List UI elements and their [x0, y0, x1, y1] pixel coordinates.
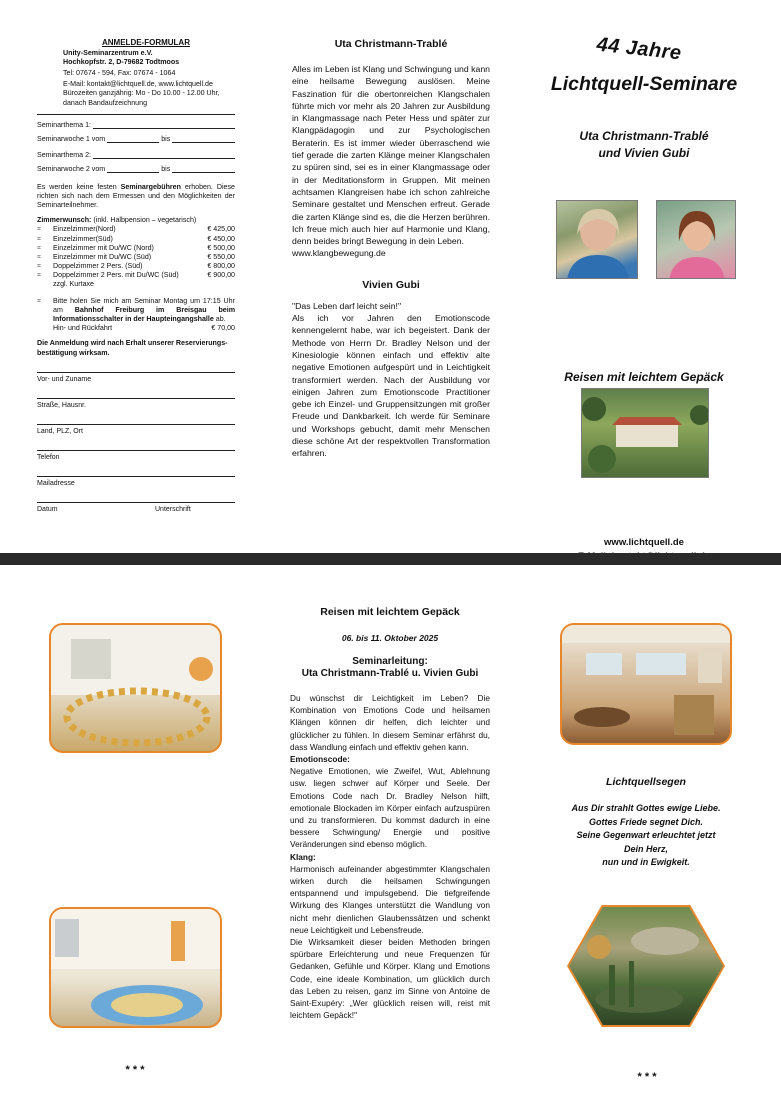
cover-website[interactable]: www.lichtquell.de [604, 537, 684, 548]
city-label: Land, PLZ, Ort [37, 427, 83, 435]
brochure-inside [0, 565, 781, 1117]
room-price: € 550,00 [207, 252, 235, 261]
room-head-rest: (inkl. Halbpension – vegetarisch) [91, 216, 197, 225]
room-option[interactable] [37, 244, 235, 253]
center-aerial-photo [581, 388, 709, 478]
room-photo-icon [51, 909, 222, 1028]
seminar-intro: Du wünschst dir Leichtigkeit im Leben? Die Kombination von Emotions Code und heilsamen Klängen können dir helfen, dich leichter und glücklicher zu fühlen. In diesem Seminar erfährst du, dass Wandlung einfach und effektiv gehen kann. [290, 693, 490, 752]
portrait-photo-icon [557, 201, 638, 279]
blessing-line: Aus Dir strahlt Gottes ewige Liebe. [571, 803, 721, 813]
street-input[interactable] [37, 398, 235, 399]
blessing-line: nun und in Ewigkeit. [602, 857, 690, 867]
seminar-selection [37, 121, 235, 174]
room-price: € 900,00 [207, 270, 235, 279]
personal-fields [37, 372, 235, 515]
seminar-dates: 06. bis 11. Oktober 2025 [341, 633, 439, 643]
brochure-outside [0, 0, 781, 553]
seminar-leaders: Uta Christmann-Trablé u. Vivien Gubi [301, 668, 479, 679]
cover-people-2: und Vivien Gubi [598, 146, 690, 160]
date-sign-input[interactable] [37, 502, 235, 503]
room-checkbox[interactable]: ⌗ [37, 243, 41, 252]
week1-label: Seminarwoche 1 vom [37, 134, 106, 143]
room-photo-icon [562, 625, 732, 745]
room-option[interactable] [37, 262, 235, 271]
room-checkbox[interactable]: ⌗ [37, 252, 41, 261]
portrait-photo-icon [657, 201, 736, 279]
room-name: Doppelzimmer 2 Pers. mit Du/WC (Süd) [53, 270, 179, 279]
pickup-roundtrip: Hin- und Rückfahrt [53, 324, 113, 333]
cover-seminar: Reisen mit leichtem Gepäck [564, 370, 724, 384]
room-price: € 500,00 [207, 243, 235, 252]
theme1-label: Seminarthema 1: [37, 120, 92, 129]
room-price: € 425,00 [207, 225, 235, 234]
theme1-input[interactable] [93, 128, 235, 129]
week2-label: Seminarwoche 2 vom [37, 164, 106, 173]
room-option[interactable] [37, 253, 235, 262]
seminar-room-photo-1 [49, 623, 222, 753]
form-title: ANMELDE-FORMULAR [102, 38, 190, 47]
stars-right: * * * [637, 1071, 657, 1083]
seminar-outro: Die Wirksamkeit dieser beiden Methoden bringen spürbare Erleichterung und neue Frequenzen für Gedanken, Gefühle und Körper. Klang und Emotions Code, eine ideale Kombination, um glücklich durch das Leben zu reisen, ganz im Sinne von Antoine de Saint-Exupéry: „Wer glücklich reisen will, reist mit leichtem Gepäck!" [290, 937, 490, 1021]
theme2-label: Seminarthema 2: [37, 150, 92, 159]
form-tel: Tel: 07674 - 594, Fax: 07674 - 1064 [63, 69, 176, 78]
room-choice [37, 216, 235, 289]
room-head: Zimmerwunsch: [37, 216, 92, 225]
dining-room-photo [560, 623, 732, 745]
room-list [37, 225, 235, 280]
room-price: € 450,00 [207, 234, 235, 243]
blessing-line: Seine Gegenwart erleuchtet jetzt [576, 830, 716, 840]
name-label: Vor- und Zuname [37, 375, 92, 383]
kurtaxe: zzgl. Kurtaxe [53, 279, 95, 288]
mail-input[interactable] [37, 476, 235, 477]
pickup-bold: Bahnhof Freiburg im Breisgau beim Informationsschalter in der Haupteingangshalle [53, 306, 236, 324]
room-checkbox[interactable]: ⌗ [37, 234, 41, 243]
vivien-bio: Als ich vor Jahren den Emotionscode kennengelernt habe, war ich begeistert. Dank der Methode von Herrn Dr. Bradley Nelson und der Kinesiologie können einfach und effektiv alte negative Emotionen aufgespürt und in Leichtigkeit transformiert werden. Nach der Ausbildung vor einigen Jahren zum Emotionscode Practitioner gebe ich Einzel- und Gruppensitzungen mit großer Freude und Dankbarkeit. Ich werde für Seminare und Workshops gebucht, damit mehr Menschen diese schöne Art der respektvollen Transformation erfahren. [292, 313, 490, 459]
mail-label: Mailadresse [37, 480, 75, 487]
room-name: Einzelzimmer(Nord) [53, 225, 116, 234]
cover-people-1: Uta Christmann-Trablé [579, 129, 709, 143]
speaker-bios [292, 38, 490, 460]
seminar-room-photo-2 [49, 907, 222, 1028]
week2-to-input[interactable] [172, 172, 235, 173]
cover-title: Lichtquell-Seminare [550, 73, 738, 95]
klang-text: Harmonisch aufeinander abgestimmter Klangschalen wirken durch die heilsamen Schwingungen entspannend und impulsgebend. Die tiefgreifende Wirkung des Klanges unterstützt die Wandlung von nicht mehr dienlichen Glaubenssätzen und schenkt neue Leichtigkeit und Lebensfreude. [290, 863, 490, 935]
emotionscode-text: Negative Emotionen, wie Zweifel, Wut, Ablehnung usw. liegen schwer auf Körper und Seele. Der Emotions Code nach Dr. Bradley Nelson hilft, emotionale Blockaden im Körper einfach aufzuspüren und zu transformieren. Du kommst dadurch in eine bessere Schwingung/ Energie und positive Veränderungen sind ebenso möglich. [290, 766, 490, 850]
blessing [548, 776, 744, 870]
theme2-input[interactable] [93, 158, 235, 159]
phone-input[interactable] [37, 450, 235, 451]
registration-form [37, 38, 235, 514]
uta-portrait [556, 200, 638, 279]
sign-label: Unterschrift [155, 506, 191, 514]
pickup-option [37, 297, 235, 333]
form-email: E-Mail: kontakt@lichtquell.de, www.lichtquell.de [63, 80, 213, 89]
stars-left: * * * [125, 1064, 145, 1076]
building-photo-icon [582, 389, 709, 478]
garden-photo-icon [569, 907, 723, 1025]
form-address: Hochkopfstr. 2, D-79682 Todtmoos [63, 58, 180, 67]
room-checkbox[interactable]: ⌗ [37, 261, 41, 270]
blessing-line: Dein Herz, [623, 843, 668, 854]
fee-note [37, 183, 235, 210]
form-hours: Bürozeiten ganzjährig: Mo - Do 10.00 - 12.00 Uhr, [63, 89, 220, 98]
seminar-description [290, 606, 490, 1021]
blessing-line: Gottes Friede segnet Dich. [588, 816, 704, 827]
blessing-title: Lichtquellsegen [606, 776, 686, 788]
name-input[interactable] [37, 372, 235, 373]
seminar-lead-label: Seminarleitung: [352, 656, 428, 667]
uta-bio: Alles im Leben ist Klang und Schwingung und kann eine heilsame Bewegung auslösen. Meine Faszination für die obertonreichen Klangschalen führte mich vor mehr als 20 Jahren zur Ausbildung in Klangmassage nach Peter Hess und später zur Klangpädagogin und zur Psychologischen Beraterin. Es ist immer wieder überraschend wie tief gerade die zarten Klänge meiner Klangschalen zu spüren sind, sei es in einer Klangmassage oder in der Meditationsform in Gruppen. Mit meinen achtsamen Klangreisen habe ich schon zahlreiche Seminare gestaltet und Menschen erfreut. Gerade die zarten Klänge sind es, die die Herzen berühren. Ich freue mich auch hier auf Harmonie und Klang, denn beides bringt Bewegung in dein Leben. [292, 64, 491, 247]
garden-photo-inner [569, 907, 723, 1025]
pickup-text: Bitte holen Sie mich am Seminar Montag um 17:15 Uhr am [53, 297, 235, 315]
vivien-quote: "Das Leben darf leicht sein!" [292, 300, 402, 311]
week2-from-input[interactable] [107, 172, 159, 173]
vivien-heading: Vivien Gubi [362, 278, 420, 291]
uta-website[interactable]: www.klangbewegung.de [292, 248, 386, 259]
sheet-divider [0, 553, 781, 565]
room-name: Doppelzimmer 2 Pers. (Süd) [53, 261, 143, 270]
week1-from-input[interactable] [107, 142, 159, 143]
week1-to-input[interactable] [172, 142, 235, 143]
blessing-lines [548, 802, 744, 870]
room-option[interactable] [37, 225, 235, 234]
room-checkbox[interactable]: ⌗ [37, 225, 41, 234]
form-divider [37, 114, 235, 115]
room-name: Einzelzimmer(Süd) [53, 234, 113, 243]
pickup-checkbox[interactable]: ⌗ [37, 297, 41, 306]
room-option[interactable] [37, 235, 235, 244]
fee-post: erhoben. Diese richten sich nach dem Ermessen und den Möglichkeiten der Seminarteilnehmer. [37, 183, 235, 210]
pickup-end: ab. [213, 315, 226, 324]
klang-heading: Klang: [290, 851, 316, 862]
cover-panel [540, 33, 748, 562]
fee-pre: Es werden keine festen [37, 183, 121, 192]
street-label: Straße, Hausnr. [37, 401, 87, 409]
anniversary-years: 44 Jahre [595, 33, 683, 65]
fee-bold: Seminargebühren [120, 183, 181, 192]
room-photo-icon [51, 625, 222, 753]
form-hours-2: danach Bandaufzeichnung [63, 98, 148, 107]
date-label: Datum [37, 506, 58, 514]
room-option[interactable] [37, 271, 235, 280]
emotionscode-heading: Emotionscode: [290, 754, 350, 765]
bis-label: bis [161, 134, 171, 143]
phone-label: Telefon [37, 453, 60, 461]
room-checkbox[interactable]: ⌗ [37, 270, 41, 279]
pickup-price: € 70,00 [211, 324, 235, 333]
vivien-portrait [656, 200, 736, 279]
seminar-title: Reisen mit leichtem Gepäck [320, 606, 460, 618]
uta-heading: Uta Christmann-Trablé [334, 38, 448, 50]
bis-label: bis [161, 164, 171, 173]
room-name: Einzelzimmer mit Du/WC (Nord) [53, 243, 154, 252]
form-org: Unity-Seminarzentrum e.V. [63, 49, 153, 58]
room-name: Einzelzimmer mit Du/WC (Süd) [53, 252, 152, 261]
garden-pond-photo [567, 905, 725, 1027]
confirm-note: Die Anmeldung wird nach Erhalt unserer Reservierungs-bestätigung wirksam. [37, 339, 228, 357]
room-price: € 800,00 [207, 261, 235, 270]
city-input[interactable] [37, 424, 235, 425]
